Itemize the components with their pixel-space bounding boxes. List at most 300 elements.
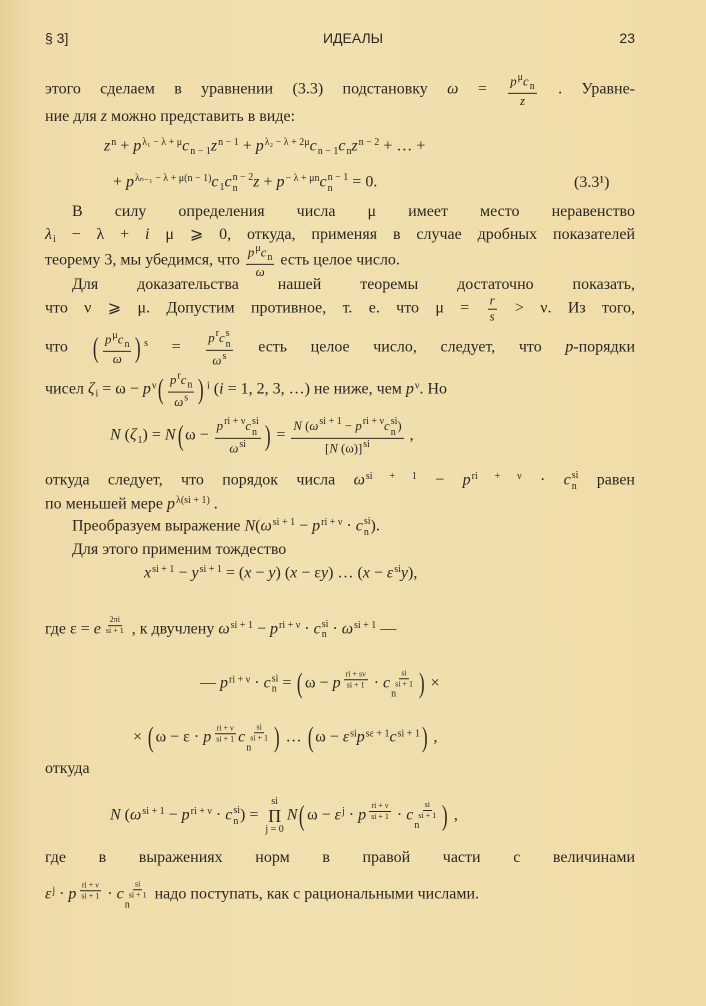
superscript [398, 728, 420, 739]
left-parenthesis: ( [177, 419, 184, 452]
math-symbol: ζ [130, 426, 137, 444]
text-run: — [200, 674, 220, 692]
subscript [124, 338, 129, 349]
text-line [45, 761, 635, 777]
text-run: × [426, 674, 440, 692]
text-run: j [52, 885, 56, 897]
math-symbol: p [312, 517, 321, 535]
text-run: n [233, 815, 239, 827]
math-symbol: N [244, 517, 256, 535]
text-run: где ε = [45, 620, 94, 638]
numerator [215, 724, 236, 734]
math-symbol: λ [45, 226, 52, 243]
text-run: , [405, 426, 414, 444]
math-symbol: p [133, 137, 142, 155]
text-run: ω − [185, 426, 213, 444]
text-run: n [187, 379, 193, 391]
subscript [226, 339, 231, 349]
superscript [394, 564, 401, 575]
text-run: n − 1 [327, 172, 349, 183]
text-run: si [571, 470, 579, 481]
text-run: n [529, 80, 535, 92]
equation-line [200, 669, 440, 699]
numerator [291, 417, 403, 439]
numerator [108, 616, 122, 626]
superscript-subscript [391, 669, 417, 699]
text-run: ri + ν [321, 517, 343, 529]
math-symbol: c [338, 137, 346, 155]
numerator [254, 723, 263, 733]
math-symbol: ω [260, 517, 272, 535]
equation-line [133, 723, 438, 753]
superscript [414, 801, 440, 820]
text-run: откуда [45, 760, 90, 777]
denominator [248, 733, 270, 742]
math-symbol: p [510, 74, 517, 89]
text-run: есть целое число. [276, 251, 400, 269]
math-symbol: ω [353, 471, 365, 489]
math-symbol: N [286, 806, 298, 824]
math-symbol: z [351, 137, 358, 155]
superscript [102, 615, 128, 636]
text-run: 1 [137, 434, 143, 446]
text-run: − λ + [55, 226, 146, 243]
math-symbol: c [383, 674, 391, 692]
text-run: si + 1 [128, 890, 147, 900]
text-run: n [246, 742, 252, 754]
equation-line [110, 797, 458, 835]
text-run: si + 1 [230, 619, 253, 631]
denominator [393, 679, 415, 688]
math-symbol: N [293, 418, 302, 433]
subscript [233, 184, 254, 194]
superscript [319, 416, 341, 427]
math-symbol: N [110, 426, 121, 444]
math-symbol: ε [334, 806, 341, 824]
section-number: § 3] [45, 30, 69, 46]
text-run: -порядки [573, 338, 636, 356]
math-symbol: c [523, 74, 529, 89]
subscript [246, 743, 272, 753]
superscript [342, 669, 370, 690]
math-symbol: c [313, 620, 321, 638]
math-symbol: p [105, 332, 112, 347]
equation-line [110, 417, 414, 455]
math-symbol: c [225, 806, 233, 824]
subscript [187, 379, 192, 390]
fraction [206, 329, 232, 367]
math-symbol: ω [130, 806, 142, 824]
text-run: si + 1 [371, 812, 389, 822]
text-run: si + 1 [397, 728, 420, 740]
text-run: · [344, 806, 359, 824]
math-symbol: c [211, 173, 219, 191]
text-run: · [103, 885, 117, 903]
math-symbol: r [489, 293, 495, 308]
text-line [45, 204, 635, 220]
text-run: si [134, 879, 141, 889]
text-run: ri + ν [371, 801, 389, 811]
text-run: этого сделаем в уравнении (3.3) подстановку [45, 80, 448, 98]
superscript [184, 392, 188, 403]
math-symbol: y [268, 564, 276, 582]
text-run: si + 1 [272, 517, 296, 529]
superscript [229, 674, 250, 685]
text-run: − [295, 517, 313, 535]
math-symbol: e [93, 620, 101, 638]
math-symbol: y [400, 564, 408, 582]
text-run: i [207, 380, 210, 392]
subscript [267, 251, 272, 262]
text-run: , к двучлену [127, 620, 219, 638]
text-run: n [252, 426, 258, 438]
math-symbol: N [110, 806, 121, 824]
text-run: + … + [379, 137, 426, 155]
text-run: ri + ν [224, 416, 246, 428]
text-run: si [239, 438, 247, 450]
text-run: si + 1 [395, 679, 414, 689]
text-run: − [341, 418, 356, 433]
denominator [214, 734, 236, 743]
math-symbol: N [164, 426, 176, 444]
subscript [364, 528, 371, 538]
text-run: si + 1 [354, 619, 377, 631]
math-symbol: c [180, 373, 187, 388]
math-symbol: p [216, 418, 224, 433]
text-run: s [225, 327, 230, 339]
superscript [265, 137, 310, 148]
fraction [103, 331, 131, 365]
text-run: μ ⩾ 0, откуда, применяя в случае дробных показателей [149, 226, 636, 243]
superscript [286, 173, 320, 184]
text-run: ri + ν [216, 723, 234, 733]
denominator [111, 351, 124, 365]
math-symbol: p [169, 373, 177, 388]
text-run: n [327, 182, 333, 194]
text-run: Для доказательства нашей теоремы достаточно показать, [72, 276, 635, 293]
text-run: где в выражениях норм в правой части с величинами [45, 849, 635, 866]
text-run: 2πi [109, 615, 120, 625]
superscript [354, 620, 376, 631]
product-lower-limit: j = 0 [265, 824, 284, 835]
denominator [416, 811, 438, 820]
left-parenthesis: ( [93, 331, 100, 364]
superscript [321, 517, 342, 528]
product-upper-limit: si [271, 796, 278, 807]
math-symbol: i [219, 380, 224, 398]
text-run: Для этого применим тождество [72, 541, 287, 558]
superscript-subscript [226, 329, 231, 349]
text-run: = [278, 674, 296, 692]
text-run: ние для [45, 108, 101, 125]
text-run: s [184, 392, 189, 404]
fraction [416, 801, 438, 820]
fraction [168, 372, 194, 409]
math-symbol: ζ [88, 380, 95, 398]
text-run: − [252, 620, 270, 638]
math-symbol: p [203, 728, 212, 746]
numerator [246, 244, 274, 265]
product-symbol: Π [268, 806, 282, 826]
subscript [318, 145, 339, 156]
text-run: μ [517, 71, 524, 83]
text-run: j [341, 806, 345, 818]
math-symbol: i [145, 226, 150, 243]
text-run: . [209, 495, 218, 513]
text-line [45, 329, 635, 367]
text-line [45, 372, 635, 409]
text-run: si + 1 [152, 563, 175, 575]
text-run: ( [120, 806, 130, 824]
text-line [45, 616, 635, 640]
superscript [391, 669, 417, 688]
text-run: si [424, 800, 430, 810]
numerator [508, 73, 536, 94]
superscript [142, 806, 164, 817]
superscript [239, 439, 246, 450]
superscript-subscript [328, 173, 349, 193]
math-symbol: p [208, 330, 215, 345]
text-line [45, 542, 635, 558]
text-run: n [271, 683, 277, 695]
text-run: λ₂ − λ + 2μ [264, 136, 310, 148]
text-line [45, 73, 635, 107]
fraction [291, 417, 403, 455]
math-symbol: c [319, 173, 327, 191]
math-symbol: c [309, 137, 317, 155]
text-run: i [52, 234, 56, 245]
text-run: · [392, 806, 407, 824]
fraction [104, 616, 126, 635]
math-symbol: c [389, 728, 397, 746]
subscript [125, 900, 151, 910]
math-symbol: c [563, 471, 571, 489]
math-symbol: p [358, 806, 367, 824]
text-run: n − 2 [358, 136, 380, 148]
text-run: μ [255, 242, 261, 254]
superscript [200, 564, 222, 575]
text-run: по меньшей мере [45, 495, 167, 513]
text-line [45, 277, 635, 293]
text-line [45, 109, 635, 125]
text-run: i [95, 388, 99, 400]
text-run: ), [408, 564, 418, 582]
text-run: si [321, 618, 329, 630]
text-run: si [394, 563, 401, 575]
math-symbol: z [104, 137, 111, 155]
subscript [328, 184, 349, 194]
text-run: n [267, 251, 273, 263]
text-line [45, 244, 635, 278]
math-symbol: c [116, 885, 124, 903]
numerator [399, 669, 408, 679]
left-parenthesis: ( [158, 373, 165, 406]
text-run: = [272, 426, 290, 444]
text-run: si [271, 673, 279, 684]
superscript [142, 137, 182, 148]
text-run: μ [112, 329, 118, 341]
text-run: − [251, 564, 269, 582]
text-run: · [369, 674, 384, 692]
text-run: — [376, 620, 397, 638]
math-symbol: z [210, 137, 218, 155]
text-run: si [256, 722, 262, 732]
denominator [172, 392, 190, 408]
math-symbol: y [191, 564, 199, 582]
superscript [279, 620, 300, 631]
math-symbol: p [166, 495, 175, 513]
math-symbol: p [247, 245, 255, 260]
running-title: ИДЕАЛЫ [322, 30, 384, 46]
text-run: si + 1 [216, 734, 235, 744]
text-run: , [429, 728, 438, 746]
numerator [103, 331, 131, 352]
math-symbol: c [355, 517, 363, 535]
denominator [345, 680, 367, 689]
text-run: … [281, 728, 306, 746]
equation-line [144, 565, 417, 582]
math-symbol: p [356, 728, 365, 746]
text-run: λₙ₋₁ − λ + μ(n − 1) [135, 173, 212, 185]
denominator [210, 351, 228, 367]
text-run: ri + ν [278, 619, 301, 631]
subscript [190, 145, 211, 156]
text-run: ( [120, 426, 130, 444]
text-run: ri + ν [81, 880, 99, 890]
superscript-subscript [414, 801, 440, 831]
text-line [45, 850, 635, 866]
math-symbol: c [260, 245, 267, 260]
text-line [45, 517, 635, 537]
text-run: n [321, 629, 327, 641]
text-line [45, 880, 635, 910]
math-symbol: c [218, 330, 225, 345]
text-line [45, 227, 635, 245]
text-run: Преобразуем выражение [72, 517, 245, 535]
text-run: si + 1 [319, 416, 342, 428]
superscript-subscript [364, 517, 371, 537]
text-run: si [363, 516, 371, 527]
subscript [252, 427, 259, 437]
text-run: n [124, 338, 130, 350]
numerator [80, 881, 101, 891]
text-run: . Но [419, 380, 448, 398]
text-run: надо поступать, как с рациональными числами. [150, 885, 480, 903]
superscript [366, 728, 390, 739]
text-run: · [342, 517, 356, 535]
text-run: n [346, 145, 352, 157]
math-symbol: c [224, 173, 232, 191]
math-symbol: p [68, 885, 77, 903]
text-run: n [225, 338, 231, 350]
text-run: ω − [315, 728, 343, 746]
math-symbol: ω [112, 351, 122, 366]
text-run: ) ( [275, 564, 291, 582]
math-symbol: c [406, 806, 414, 824]
superscript [363, 439, 370, 450]
math-symbol: x [290, 564, 298, 582]
right-parenthesis: ) [264, 419, 271, 452]
text-run: n − 1 [218, 136, 239, 148]
numerator [168, 372, 194, 393]
text-run: ) = [240, 806, 263, 824]
math-symbol: ω [341, 620, 353, 638]
text-run: n [414, 820, 420, 832]
text-run: . Уравне- [538, 80, 636, 98]
superscript [125, 880, 151, 899]
text-run: − [174, 564, 192, 582]
superscript [191, 806, 212, 817]
superscript [363, 416, 384, 427]
text-run: − ε [297, 564, 321, 582]
text-run: ri + ν [229, 674, 251, 686]
math-symbol: ω [447, 80, 459, 98]
text-run: si + 1 [105, 626, 124, 636]
math-symbol: z [253, 173, 260, 191]
text-run: = [147, 338, 205, 356]
text-run: · [328, 620, 342, 638]
math-symbol: p [269, 620, 278, 638]
superscript-subscript [246, 723, 272, 753]
text-run: si [233, 805, 241, 816]
numerator [215, 417, 261, 439]
fraction [344, 670, 368, 689]
text-run: s [222, 350, 227, 362]
text-run: − λ + μn [285, 173, 320, 185]
superscript-subscript [252, 417, 259, 437]
fraction [508, 73, 536, 107]
text-run: > ν. Из того, [498, 299, 636, 317]
denominator [104, 626, 126, 635]
text-run: ( [301, 418, 310, 433]
superscript [364, 517, 371, 527]
text-run: n [363, 526, 369, 538]
math-symbol: ε [45, 885, 52, 903]
superscript [135, 173, 211, 184]
text-run: n [571, 480, 577, 492]
text-line [45, 471, 635, 491]
text-run: , [449, 806, 458, 824]
text-run: В силу определения числа μ имеет место неравенство [72, 203, 635, 220]
text-run: − [369, 564, 387, 582]
numerator [133, 880, 142, 890]
text-run: ν [151, 380, 157, 392]
subscript [391, 689, 417, 699]
fraction [369, 802, 391, 821]
denominator [518, 93, 527, 107]
math-symbol: x [144, 564, 152, 582]
math-symbol: p [255, 137, 264, 155]
text-run: = ( [221, 564, 245, 582]
text-run: ri + ν [190, 806, 212, 818]
math-symbol: ω [229, 441, 239, 456]
text-run: × [133, 728, 147, 746]
text-run: есть целое число, следует, что [234, 338, 566, 356]
text-run: 1 [219, 181, 225, 193]
superscript [472, 471, 522, 482]
fraction [127, 880, 149, 899]
math-symbol: ε [342, 728, 350, 746]
superscript-subscript [125, 880, 151, 910]
superscript [252, 417, 259, 427]
superscript [359, 137, 380, 148]
text-run: + [113, 173, 127, 191]
text-run: ) = [142, 426, 165, 444]
superscript [366, 471, 417, 482]
math-symbol: p [462, 471, 471, 489]
text-run: si + 1 [418, 811, 437, 821]
text-run: si [350, 728, 357, 740]
